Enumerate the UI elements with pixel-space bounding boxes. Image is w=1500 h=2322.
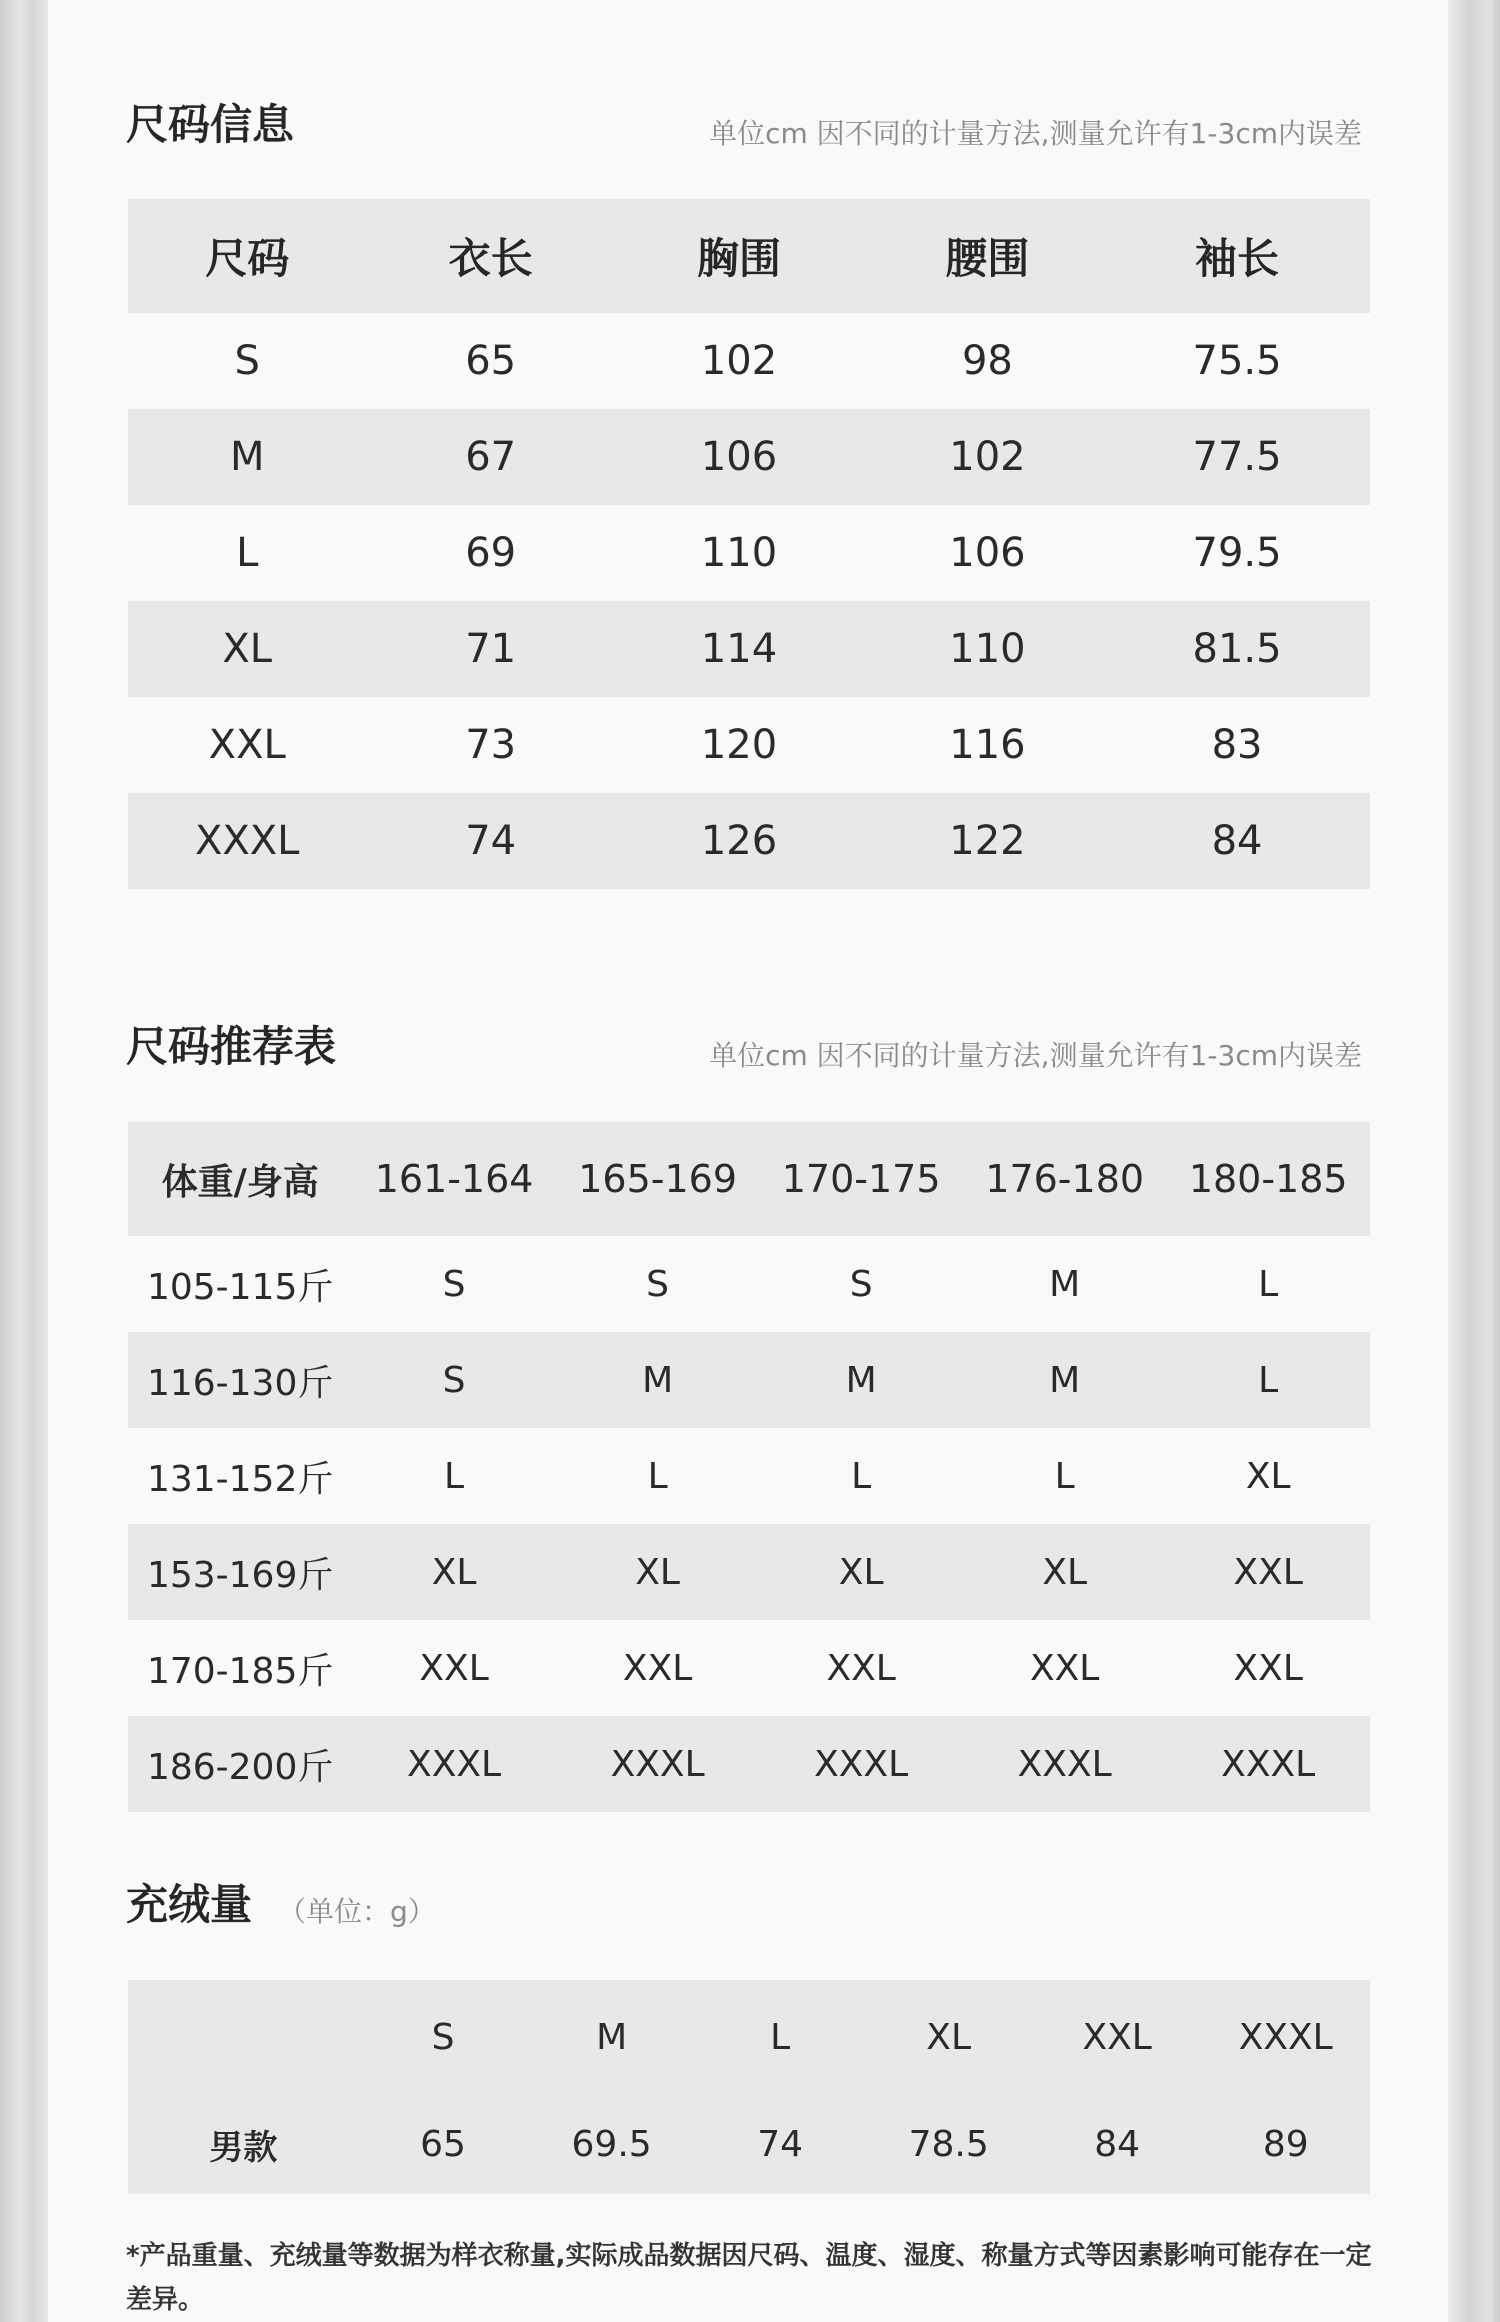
table-cell: S [646, 1263, 670, 1305]
table-cell: 65 [420, 2123, 466, 2165]
table-cell: 122 [949, 818, 1026, 864]
table-cell: XL [1042, 1551, 1088, 1593]
table-cell: 106 [700, 434, 778, 480]
footnote: *产品重量、充绒量等数据为样衣称量,实际成品数据因尺码、温度、湿度、称量方式等因素影响可能存在一定差异。 [126, 2241, 1372, 2315]
table-row [128, 601, 1370, 697]
table-cell: XXL [622, 1647, 693, 1689]
table-row [128, 793, 1370, 889]
table-cell: XXXL [407, 1743, 502, 1785]
header-cell: L [770, 2016, 791, 2058]
table-cell: M [845, 1359, 877, 1401]
table-row [128, 1332, 1370, 1428]
table-cell: L [236, 530, 259, 576]
table-cell: 65 [465, 338, 517, 384]
table-header-row [128, 1122, 1370, 1236]
size-info-note: 单位cm 因不同的计量方法,测量允许有1-3cm内误差 [709, 117, 1362, 150]
header-cell: M [596, 2016, 628, 2058]
table-row [128, 1524, 1370, 1620]
header-cell: 176-180 [985, 1157, 1145, 1201]
table-cell: 114 [700, 626, 778, 672]
table-cell: 126 [700, 818, 778, 864]
table-cell: 89 [1262, 2123, 1309, 2165]
table-cell: 83 [1211, 722, 1263, 768]
table-cell: M [229, 434, 265, 480]
table-header-row [128, 1980, 1370, 2094]
table-cell: M [642, 1359, 674, 1401]
background-right [1448, 0, 1500, 2322]
header-cell: 尺码 [205, 234, 290, 283]
table-cell: 170-185斤 [146, 1650, 334, 1692]
table-row [128, 505, 1370, 601]
header-cell: 161-164 [374, 1157, 534, 1201]
table-cell: S [442, 1263, 466, 1305]
table-cell: 102 [700, 338, 778, 384]
table-row [128, 1620, 1370, 1716]
header-cell: XXL [1082, 2016, 1152, 2058]
table-cell: S [442, 1359, 466, 1401]
table-cell: 116-130斤 [146, 1362, 334, 1404]
header-cell: 腰围 [945, 234, 1030, 283]
table-cell: 102 [949, 434, 1026, 480]
table-cell: 105-115斤 [146, 1266, 334, 1308]
table-cell: XXXL [814, 1743, 909, 1785]
table-row [128, 1716, 1370, 1812]
size-recommend-note: 单位cm 因不同的计量方法,测量允许有1-3cm内误差 [709, 1039, 1362, 1072]
table-cell: 75.5 [1192, 338, 1282, 384]
header-cell: 170-175 [781, 1157, 941, 1201]
table-cell: XL [222, 626, 273, 672]
table-cell: L [851, 1455, 872, 1497]
table-cell: XXL [1029, 1647, 1100, 1689]
header-cell: 165-169 [578, 1157, 737, 1201]
header-cell: 体重/身高 [161, 1161, 319, 1203]
table-row [128, 1428, 1370, 1524]
table-header-row [128, 199, 1370, 313]
table-cell: 98 [961, 338, 1013, 384]
down-fill-unit: （单位：g） [278, 1895, 436, 1928]
table-cell: 73 [465, 722, 517, 768]
table-cell: 69.5 [571, 2123, 652, 2165]
size-recommend-table [128, 1122, 1370, 1812]
table-cell: M [1049, 1263, 1081, 1305]
table-cell: S [234, 338, 260, 384]
table-cell: 106 [949, 530, 1026, 576]
table-cell: XXL [1233, 1551, 1303, 1593]
header-cell: 180-185 [1188, 1157, 1348, 1201]
table-cell: XXXL [194, 818, 300, 864]
table-cell: 71 [465, 626, 517, 672]
down-fill-table [128, 1980, 1370, 2194]
table-cell: 77.5 [1192, 434, 1282, 480]
size-info-header [126, 100, 1362, 160]
size-info-title: 尺码信息 [126, 100, 295, 149]
size-info-table [128, 199, 1370, 889]
table-cell: XXL [1233, 1647, 1303, 1689]
table-cell: L [647, 1455, 668, 1497]
table-cell: 110 [949, 626, 1026, 672]
table-cell: XXXL [1017, 1743, 1112, 1785]
table-cell: 186-200斤 [146, 1746, 334, 1788]
table-cell: 81.5 [1192, 626, 1282, 672]
header-cell: 胸围 [697, 234, 782, 283]
table-cell: XL [1245, 1455, 1291, 1497]
table-cell: 69 [465, 530, 517, 576]
table-cell: XL [431, 1551, 477, 1593]
table-cell: XL [635, 1551, 680, 1593]
table-cell: 120 [700, 722, 778, 768]
table-cell: L [1258, 1263, 1279, 1305]
table-cell: 84 [1094, 2123, 1141, 2165]
table-cell: 67 [465, 434, 517, 480]
table-cell: L [444, 1455, 465, 1497]
table-cell: XXXL [1221, 1743, 1316, 1785]
table-row [128, 409, 1370, 505]
table-cell: L [1258, 1359, 1279, 1401]
header-cell: S [431, 2016, 455, 2058]
table-cell: S [849, 1263, 873, 1305]
table-cell: XXL [208, 722, 286, 768]
background-left [0, 0, 48, 2322]
table-cell: XXL [419, 1647, 489, 1689]
table-cell: XXL [826, 1647, 896, 1689]
table-cell: 74 [465, 818, 517, 864]
table-cell: XXXL [610, 1743, 705, 1785]
table-row [128, 1236, 1370, 1332]
table-cell: 男款 [209, 2127, 278, 2168]
down-fill-title: 充绒量 [126, 1880, 253, 1929]
size-recommend-header [126, 1022, 1362, 1082]
header-cell: 衣长 [448, 234, 533, 283]
header-cell: XXXL [1238, 2016, 1333, 2058]
table-cell: 131-152斤 [146, 1458, 334, 1500]
table-cell: 116 [949, 722, 1026, 768]
table-row [128, 313, 1370, 409]
table-row [128, 697, 1370, 793]
table-cell: 110 [700, 530, 778, 576]
table-cell: 74 [757, 2123, 804, 2165]
table-cell: 84 [1211, 818, 1263, 864]
table-cell: 79.5 [1192, 530, 1282, 576]
table-cell: L [1054, 1455, 1075, 1497]
table-cell: XL [838, 1551, 884, 1593]
down-fill-header [126, 1880, 1362, 1940]
table-cell: M [1049, 1359, 1081, 1401]
table-row [128, 2094, 1370, 2194]
header-cell: XL [926, 2016, 972, 2058]
header-cell: 袖长 [1195, 234, 1280, 283]
table-cell: 78.5 [908, 2123, 989, 2165]
table-cell: 153-169斤 [146, 1554, 334, 1596]
size-recommend-title: 尺码推荐表 [126, 1022, 337, 1071]
